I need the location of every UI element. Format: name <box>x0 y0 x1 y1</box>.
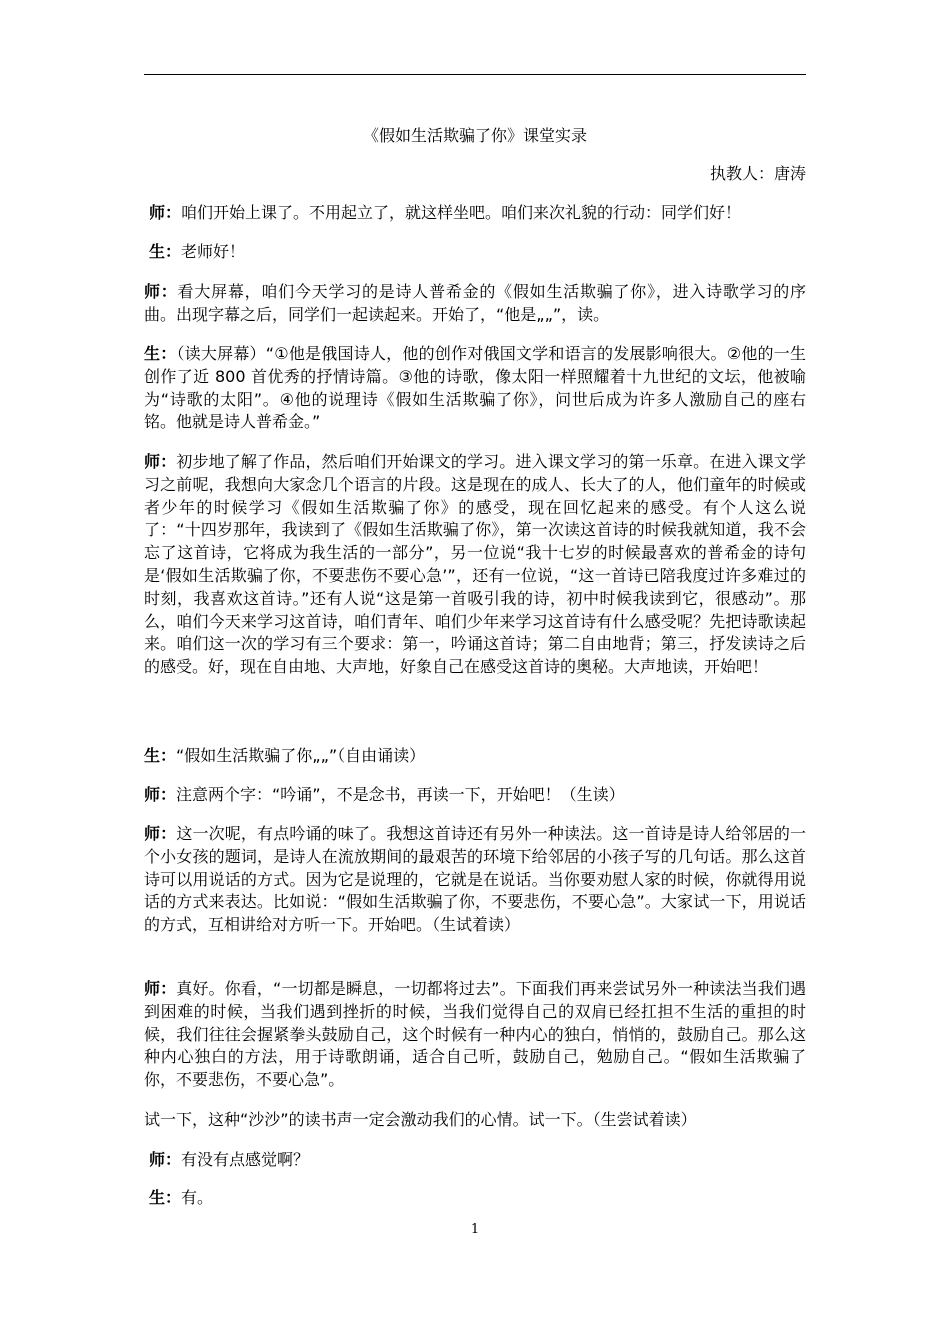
paragraph <box>144 978 806 1092</box>
paragraph-text: （读大屏幕）“①他是俄国诗人，他的创作对俄国文学和语言的发展影响很大。②他的一生创作了近 800 首优秀的抒情诗篇。③他的诗歌，像太阳一样照耀着十九世纪的文坛，他被喻为“诗歌的太阳”。④他的说理诗《假如生活欺骗了你》，问世后成为许多人激励自己的座右铭。他就是诗人普希金。” <box>144 344 806 432</box>
paragraph-text: 有没有点感觉啊？ <box>181 1150 310 1169</box>
paragraph <box>149 1187 811 1210</box>
speaker-label: 师： <box>144 824 177 843</box>
speaker-label: 师： <box>149 1150 182 1169</box>
paragraph <box>144 784 806 807</box>
paragraph-text: 试一下，这种“沙沙”的读书声一定会激动我们的心情。试一下。（生尝试着读） <box>144 1110 697 1129</box>
paragraph-text: 初步地了解了作品，然后咱们开始课文的学习。进入课文学习的第一乐章。在进入课文学习之前呢，我想向大家念几个语言的片段。这是现在的成人、长大了的人，他们童年的时候或者少年的时候学习《假如生活欺骗了你》的感受，现在回忆起来的感受。有个人这么说了：“十四岁那年，我读到了《假如生活欺骗了你》，第一次读这首诗的时候我就知道，我不会忘了这首诗，它将成为我生活的一部分”，另一位说“我十七岁的时候最喜欢的普希金的诗句是‘假如生活欺骗了你，不要悲伤不要心急’”，还有一位说，“这一首诗已陪我度过许多难过的时刻，我喜欢这首诗。”还有人说“这是第一首吸引我的诗，初中时候我读到它，很感动”。那么，咱们今天来学习这首诗，咱们青年、咱们少年来学习这首诗有什么感受呢？先把诗歌读起来。咱们这一次的学习有三个要求：第一，吟诵这首诗；第二自由地背；第三，抒发读诗之后的感受。好，现在自由地、大声地，好象自己在感受这首诗的奥秘。大声地读，开始吧！ <box>144 452 806 677</box>
author-line: 执教人：唐涛 <box>709 164 806 183</box>
paragraph <box>144 281 806 327</box>
paragraph <box>144 823 806 937</box>
speaker-label: 师： <box>144 452 177 471</box>
speaker-label: 师： <box>144 785 177 804</box>
paragraph <box>149 1149 811 1172</box>
speaker-label: 生： <box>144 344 177 363</box>
paragraph-text: 有。 <box>181 1188 214 1207</box>
paragraph <box>149 241 811 264</box>
speaker-label: 生： <box>144 746 177 765</box>
document-title: 《假如生活欺骗了你》课堂实录 <box>362 126 587 145</box>
paragraph <box>144 745 806 768</box>
paragraph-text: 注意两个字：“吟诵”，不是念书，再读一下，开始吧！（生读） <box>176 785 625 804</box>
paragraph-text: 真好。你看，“一切都是瞬息，一切都将过去”。下面我们再来尝试另外一种读法当我们遇到困难的时候，当我们遇到挫折的时候，当我们觉得自己的双肩已经扛担不生活的重担的时候，我们往往会握紧拳头鼓励自己，这个时候有一种内心的独白，悄悄的，鼓励自己。那么这种内心独白的方法，用于诗歌朗诵，适合自己听，鼓励自己，勉励自己。“假如生活欺骗了你，不要悲伤，不要心急”。 <box>144 979 806 1090</box>
speaker-label: 师： <box>144 282 178 301</box>
paragraph-text: 看大屏幕，咱们今天学习的是诗人普希金的《假如生活欺骗了你》，进入诗歌学习的序曲。出现字幕之后，同学们一起读起来。开始了，“他是„„”，读。 <box>144 282 806 324</box>
paragraph-text: 这一次呢，有点吟诵的味了。我想这首诗还有另外一种读法。这一首诗是诗人给邻居的一个小女孩的题词，是诗人在流放期间的最艰苦的环境下给邻居的小孩子写的几句话。那么这首诗可以用说话的方式。因为它是说理的，它就是在说话。当你要劝慰人家的时候，你就得用说话的方式来表达。比如说：“假如生活欺骗了你，不要悲伤，不要心急”。大家试一下，用说话的方式，互相讲给对方听一下。开始吧。（生试着读） <box>144 824 806 935</box>
speaker-label: 师： <box>149 203 182 222</box>
page-number: 1 <box>470 1222 480 1237</box>
header-rule <box>144 74 806 75</box>
paragraph <box>144 1109 806 1132</box>
paragraph-text: 老师好！ <box>181 242 246 261</box>
speaker-label: 生： <box>149 1188 182 1207</box>
paragraph <box>149 202 811 225</box>
speaker-label: 生： <box>149 242 182 261</box>
speaker-label: 师： <box>144 979 177 998</box>
paragraph-text: “假如生活欺骗了你„„”（自由诵读） <box>176 746 426 765</box>
paragraph <box>144 451 806 679</box>
paragraph <box>144 343 806 434</box>
paragraph-text: 咱们开始上课了。不用起立了，就这样坐吧。咱们来次礼貌的行动：同学们好！ <box>181 203 742 222</box>
